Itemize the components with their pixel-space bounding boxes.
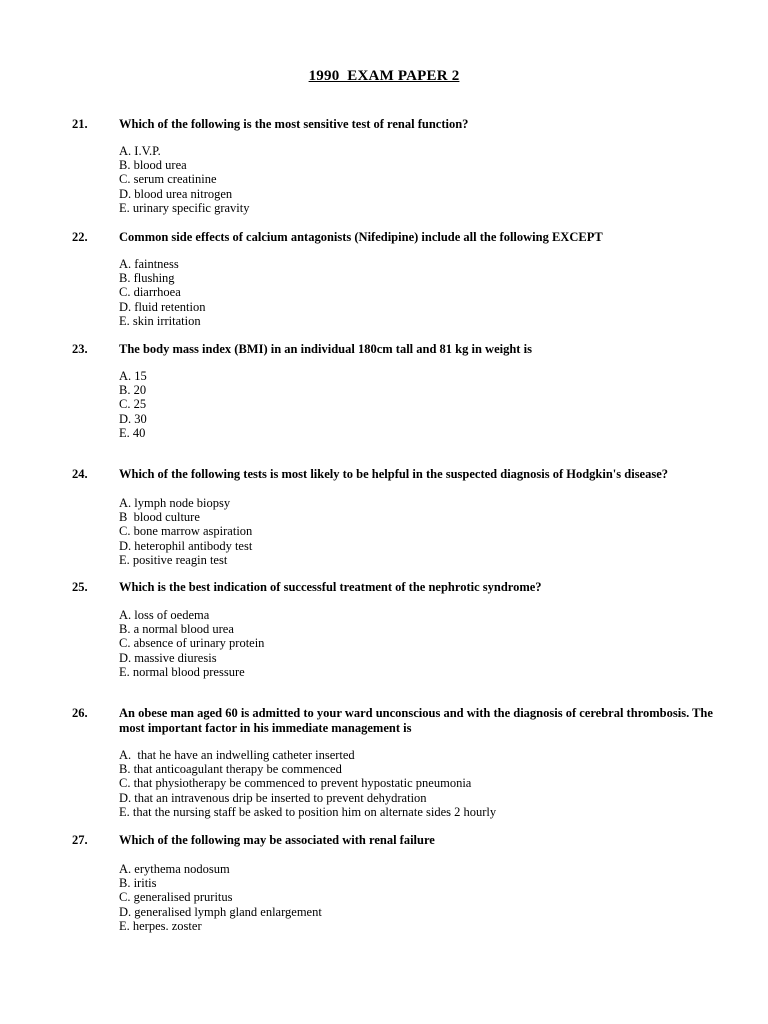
- option-d: D. blood urea nitrogen: [119, 186, 233, 201]
- question-number: 23.: [72, 342, 88, 356]
- option-a: A. lymph node biopsy: [119, 496, 231, 510]
- option-list: [119, 862, 322, 933]
- option-b: B. flushing: [119, 271, 175, 286]
- question-text: Common side effects of calcium antagonists (Nifedipine) include all the following EXCEPT: [119, 230, 603, 244]
- option-a: A. erythema nodosum: [119, 862, 230, 876]
- question-text: The body mass index (BMI) in an individual 180cm tall and 81 kg in weight is: [119, 342, 532, 356]
- question-number: 26.: [72, 706, 88, 720]
- option-list: [119, 144, 250, 215]
- option-list: [119, 257, 205, 328]
- option-b: B. a normal blood urea: [119, 622, 234, 637]
- question-number: 24.: [72, 467, 88, 481]
- option-a: A. I.V.P.: [119, 144, 161, 158]
- option-e: E. herpes. zoster: [119, 918, 202, 933]
- page-title: 1990 EXAM PAPER 2: [308, 68, 460, 84]
- option-a: A. loss of oedema: [119, 608, 210, 622]
- option-d: D. massive diuresis: [119, 650, 217, 665]
- question-number: 21.: [72, 117, 88, 131]
- option-e: E. urinary specific gravity: [119, 200, 250, 215]
- question-text: Which of the following may be associated with renal failure: [119, 833, 435, 847]
- option-a: A. that he have an indwelling catheter inserted: [119, 748, 355, 762]
- option-b: B. blood urea: [119, 158, 187, 173]
- option-e: E. positive reagin test: [119, 552, 228, 567]
- option-e: E. that the nursing staff be asked to position him on alternate sides 2 hourly: [119, 804, 497, 819]
- option-b: B. that anticoagulant therapy be commenced: [119, 762, 342, 777]
- option-c: C. bone marrow aspiration: [119, 524, 253, 539]
- option-a: A. 15: [119, 369, 147, 383]
- option-e: E. 40: [119, 425, 146, 440]
- option-list: [119, 608, 264, 679]
- question-text: An obese man aged 60 is admitted to your ward unconscious and with the diagnosis of cerebral thrombosis. The most important factor in his immediate management is: [119, 706, 713, 735]
- option-b: B. 20: [119, 383, 147, 398]
- question-number: 27.: [72, 833, 88, 847]
- option-d: D. fluid retention: [119, 299, 206, 314]
- option-b: B. iritis: [119, 876, 157, 891]
- option-c: C. serum creatinine: [119, 172, 217, 187]
- option-b: B blood culture: [119, 510, 200, 525]
- question-number: 22.: [72, 230, 88, 244]
- question-text: Which is the best indication of successful treatment of the nephrotic syndrome?: [119, 580, 542, 594]
- question-text: Which of the following tests is most likely to be helpful in the suspected diagnosis of Hodgkin's disease?: [119, 467, 669, 481]
- option-d: D. heterophil antibody test: [119, 538, 253, 553]
- option-c: C. diarrhoea: [119, 285, 181, 300]
- option-d: D. that an intravenous drip be inserted to prevent dehydration: [119, 790, 427, 805]
- option-e: E. skin irritation: [119, 313, 201, 328]
- option-list: [119, 369, 147, 440]
- option-e: E. normal blood pressure: [119, 664, 245, 679]
- option-d: D. 30: [119, 411, 147, 426]
- option-c: C. absence of urinary protein: [119, 636, 265, 651]
- option-c: C. generalised pruritus: [119, 890, 233, 905]
- question-number: 25.: [72, 580, 88, 594]
- option-list: [119, 496, 252, 567]
- option-d: D. generalised lymph gland enlargement: [119, 904, 322, 919]
- option-c: C. that physiotherapy be commenced to prevent hypostatic pneumonia: [119, 776, 472, 791]
- option-a: A. faintness: [119, 257, 179, 271]
- option-list: [119, 748, 496, 819]
- option-c: C. 25: [119, 397, 147, 412]
- question-text: Which of the following is the most sensitive test of renal function?: [119, 117, 469, 131]
